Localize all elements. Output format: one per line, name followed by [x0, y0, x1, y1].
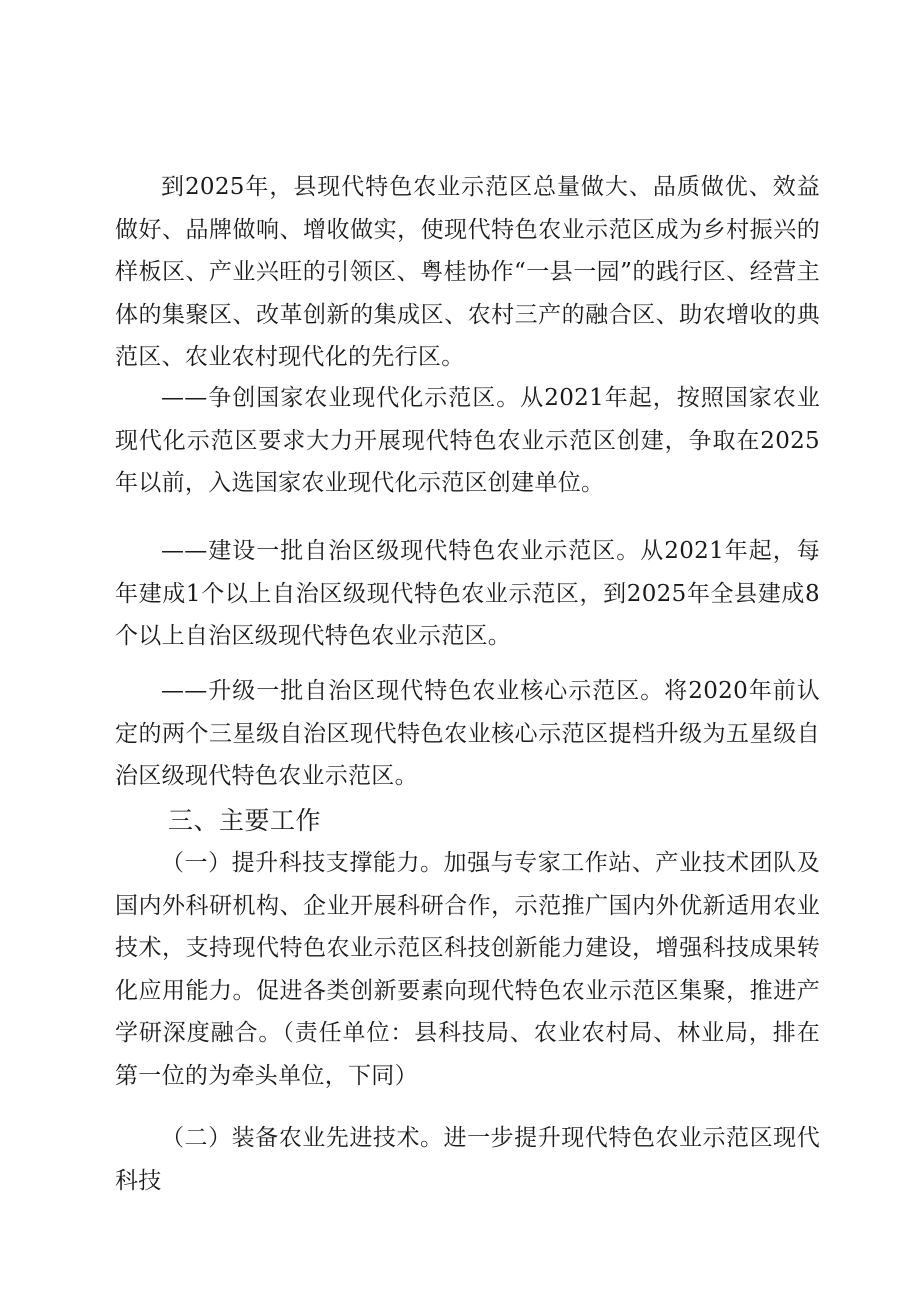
section-heading-main-work: 三、主要工作 — [168, 806, 322, 835]
target-item-regional-demo: ——建设一批自治区级现代特色农业示范区。从2021年起，每年建成1个以上自治区级现代特色农业示范区，到2025年全县建成8个以上自治区级现代特色农业示范区。 — [115, 538, 820, 649]
goal-paragraph: 到2025年，县现代特色农业示范区总量做大、品质做优、效益做好、品牌做响、增收做实，使现代特色农业示范区成为乡村振兴的样板区、产业兴旺的引领区、粤桂协作“一县一园”的践行区、经营主体的集聚区、改革创新的集成区、农村三产的融合区、助农增收的典范区、农业农村现代化的先行区。 — [115, 174, 820, 370]
target-item-upgrade-core-demo: ——升级一批自治区现代特色农业核心示范区。将2020年前认定的两个三星级自治区现代特色农业核心示范区提档升级为五星级自治区级现代特色农业示范区。 — [115, 678, 820, 789]
work-item-advanced-tech: （二）装备农业先进技术。进一步提升现代特色农业示范区现代科技 — [115, 1125, 820, 1194]
target-item-national-demo: ——争创国家农业现代化示范区。从2021年起，按照国家农业现代化示范区要求大力开展现代特色农业示范区创建，争取在2025年以前，入选国家农业现代化示范区创建单位。 — [115, 385, 820, 496]
work-item-tech-support: （一）提升科技支撑能力。加强与专家工作站、产业技术团队及国内外科研机构、企业开展科研合作，示范推广国内外优新适用农业技术，支持现代特色农业示范区科技创新能力建设，增强科技成果转化应用能力。促进各类创新要素向现代特色农业示范区集聚，推进产学研深度融合。（责任单位：县科技局、农业农村局、林业局，排在第一位的为牵头单位，下同） — [115, 850, 820, 1089]
